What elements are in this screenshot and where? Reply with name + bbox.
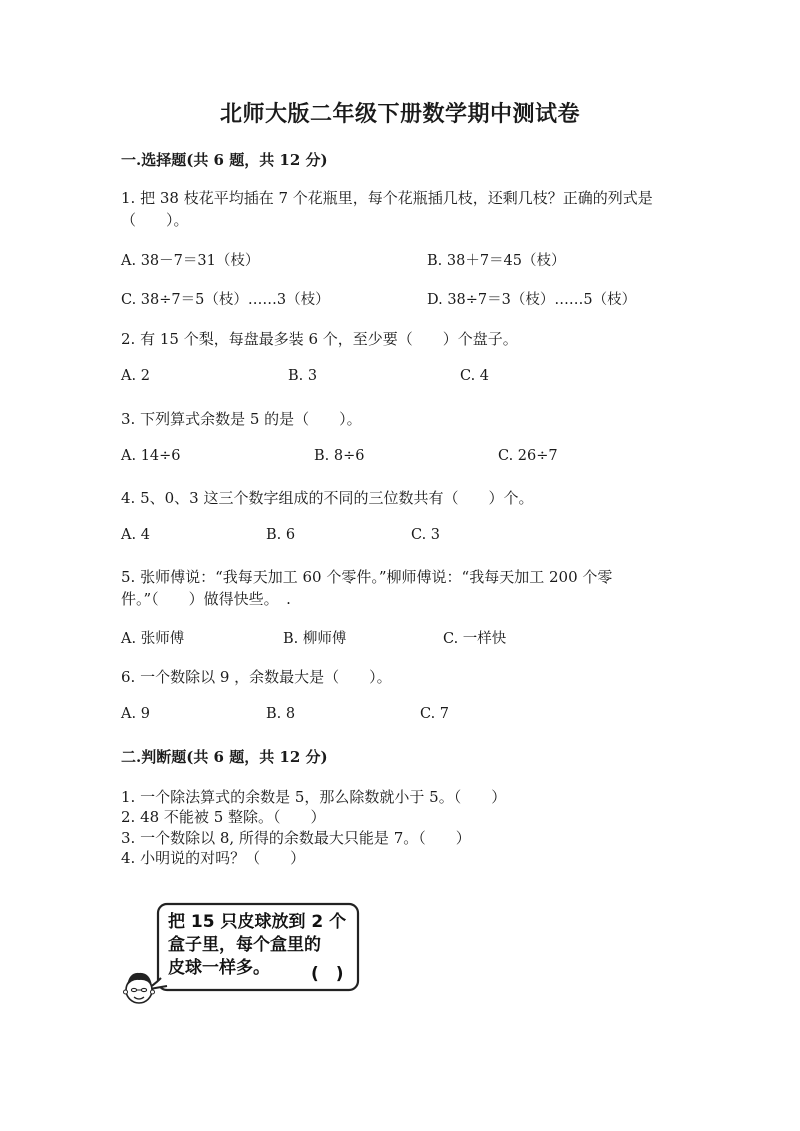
question-1-option-d: D. 38÷7＝3（枝）……5（枝） [427, 292, 637, 308]
question-1-text-cont: （ ）。 [121, 211, 189, 229]
judgement-item-4: 4. 小明说的对吗？（ ） [121, 849, 306, 867]
question-2-option-c: C. 4 [460, 368, 490, 384]
section-heading-choice: 一.选择题(共 6 题，共 12 分) [121, 151, 328, 169]
bubble-line-2: 盒子里，每个盒里的 [168, 935, 321, 955]
question-2-option-b: B. 3 [288, 368, 318, 384]
judgement-item-3: 3. 一个数除以 8, 所得的余数最大只能是 7。（ ） [121, 829, 471, 847]
page-title: 北师大版二年级下册数学期中测试卷 [219, 101, 580, 127]
question-6-text: 6. 一个数除以 9 ，余数最大是（ ）。 [121, 668, 392, 686]
speech-bubble [145, 904, 358, 990]
question-5-option-c: C. 一样快 [443, 631, 507, 647]
question-4-option-c: C. 3 [411, 527, 441, 543]
question-6-option-b: B. 8 [266, 706, 296, 722]
question-5-option-a: A. 张师傅 [121, 631, 185, 647]
question-4-option-a: A. 4 [121, 527, 150, 543]
question-3-text: 3. 下列算式余数是 5 的是（ ）。 [121, 410, 362, 428]
judgement-item-1: 1. 一个除法算式的余数是 5，那么除数就小于 5。（ ） [121, 788, 507, 806]
question-5-option-b: B. 柳师傅 [283, 631, 347, 647]
question-1-option-c: C. 38÷7＝5（枝）……3（枝） [121, 292, 330, 308]
boy-face-icon [124, 973, 155, 1003]
question-1-option-b: B. 38＋7＝45（枝） [427, 253, 566, 269]
question-5-text-cont: 件。”（ ）做得快些。 . [121, 590, 291, 608]
bubble-line-3: 皮球一样多。 [168, 958, 270, 978]
judgement-item-2: 2. 48 不能被 5 整除。（ ） [121, 808, 326, 826]
bubble-line-1: 把 15 只皮球放到 2 个 [168, 912, 347, 932]
question-3-option-a: A. 14÷6 [121, 448, 181, 464]
question-4-option-b: B. 6 [266, 527, 296, 543]
question-6-option-a: A. 9 [121, 706, 150, 722]
question-6-option-c: C. 7 [420, 706, 450, 722]
question-3-option-c: C. 26÷7 [498, 448, 558, 464]
question-2-text: 2. 有 15 个梨，每盘最多装 6 个，至少要（ ）个盘子。 [121, 330, 518, 348]
answer-paren: ( ) [311, 964, 344, 984]
question-3-option-b: B. 8÷6 [314, 448, 365, 464]
question-4-text: 4. 5、0、3 这三个数字组成的不同的三位数共有（ ）个。 [121, 489, 534, 507]
question-1-text: 1. 把 38 枝花平均插在 7 个花瓶里，每个花瓶插几枝，还剩几枝？正确的列式是 [121, 189, 653, 207]
question-5-text: 5. 张师傅说：“我每天加工 60 个零件。”柳师傅说：“我每天加工 200 个零 [121, 568, 613, 586]
cartoon-illustration [121, 900, 371, 1010]
question-1-option-a: A. 38－7＝31（枝） [121, 253, 260, 269]
question-2-option-a: A. 2 [121, 368, 150, 384]
section-heading-judgement: 二.判断题(共 6 题，共 12 分) [121, 748, 328, 766]
